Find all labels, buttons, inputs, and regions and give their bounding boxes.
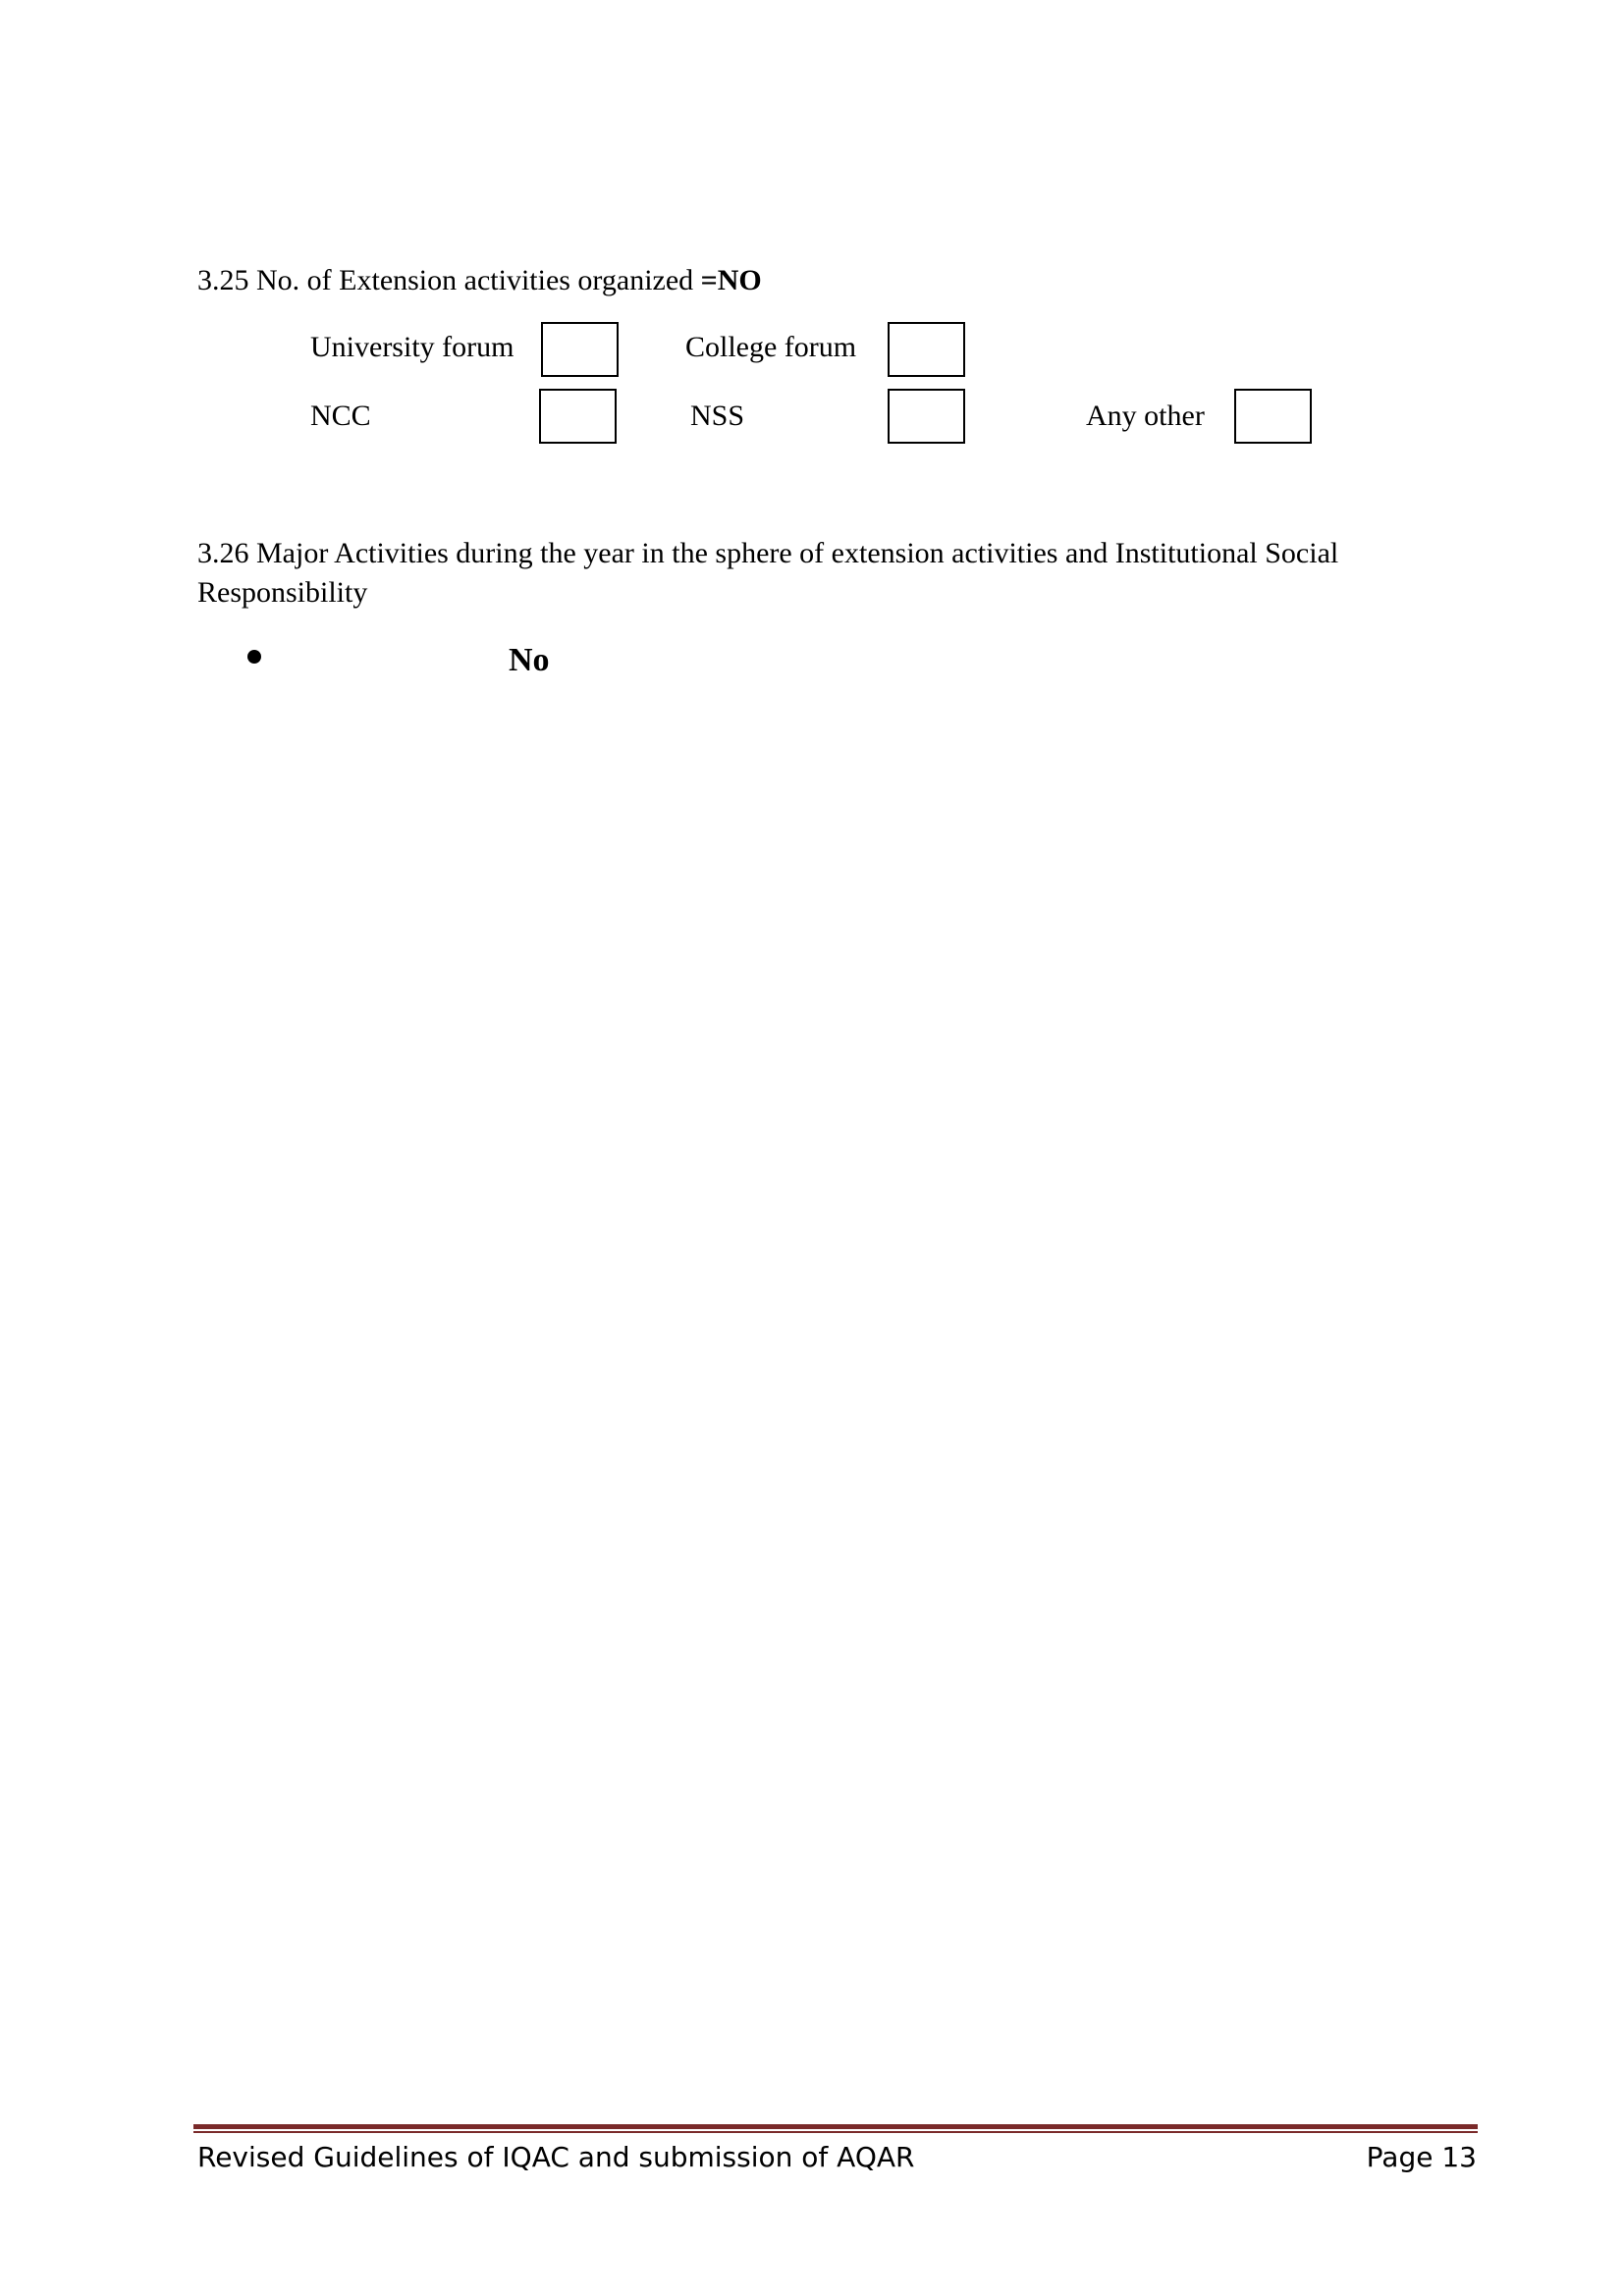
bullet-icon [247, 650, 261, 664]
question-3-25-answer: =NO [700, 264, 762, 296]
footer-title: Revised Guidelines of IQAC and submission of AQAR [197, 2141, 915, 2173]
footer-divider-thick [193, 2124, 1478, 2129]
ncc-box[interactable] [539, 389, 617, 444]
any-other-label: Any other [1086, 400, 1205, 432]
ncc-label: NCC [310, 400, 371, 432]
footer-page-number: Page 13 [1366, 2141, 1477, 2173]
college-forum-box[interactable] [888, 322, 965, 377]
university-forum-box[interactable] [541, 322, 619, 377]
university-forum-label: University forum [310, 331, 514, 363]
question-3-25-text: 3.25 No. of Extension activities organized [197, 264, 694, 296]
question-3-25 [197, 263, 762, 298]
any-other-box[interactable] [1234, 389, 1312, 444]
nss-box[interactable] [888, 389, 965, 444]
bullet-item: No [509, 642, 550, 678]
question-3-26: 3.26 Major Activities during the year in the sphere of extension activities and Institutional Social Responsibility [197, 537, 1339, 609]
footer-divider-thin [193, 2131, 1478, 2133]
college-forum-label: College forum [685, 331, 857, 363]
nss-label: NSS [690, 400, 745, 432]
